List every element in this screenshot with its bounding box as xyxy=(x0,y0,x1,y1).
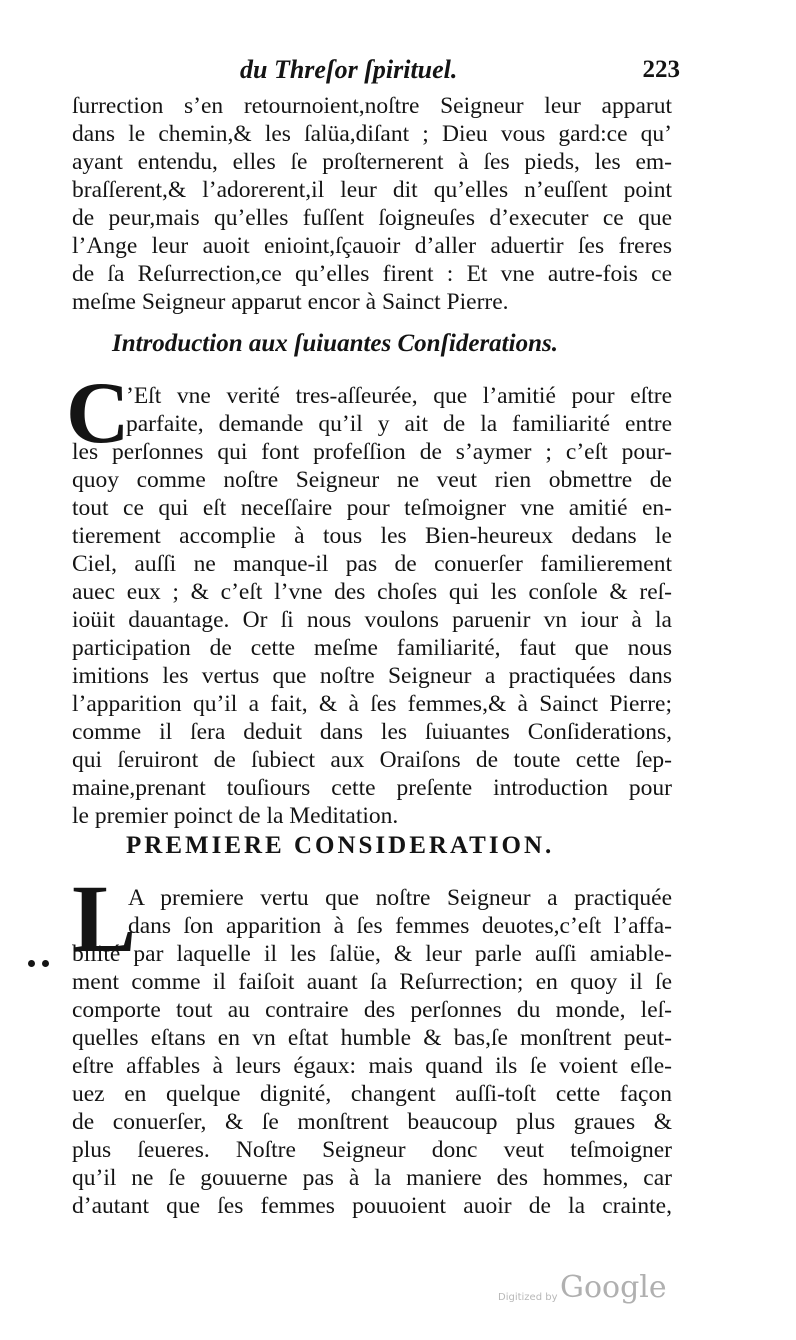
text-line: le premier poinct de la Meditation. xyxy=(72,803,399,829)
watermark-small-text: Digitized by xyxy=(498,1292,558,1303)
text-line: braſſerent,& l’adorerent,il leur dit qu’elles n’euſſent point xyxy=(72,177,672,203)
text-line: qu’il ne ſe gouuerne pas à la maniere des hommes, car xyxy=(72,1165,672,1191)
text-line: d’autant que ſes femmes pouuoient auoir de la crainte, xyxy=(72,1193,672,1219)
text-line: Ciel, auſſi ne manque-il pas de conuerſer familierement xyxy=(72,551,672,577)
consideration-heading: PREMIERE CONSIDERATION. xyxy=(126,832,555,859)
margin-dots-mark xyxy=(26,954,66,974)
text-line: les perſonnes qui font profeſſion de s’aymer ; c’eſt pour- xyxy=(72,439,672,465)
text-line: auec eux ; & c’eſt l’vne des choſes qui les conſole & reſ- xyxy=(72,579,672,605)
running-head xyxy=(240,52,680,88)
text-line: quelles eſtans en vn eſtat humble & bas,ſe monſtrent peut- xyxy=(72,1025,672,1051)
text-line: tierement accomplie à tous les Bien-heureux dedans le xyxy=(72,523,672,549)
text-line: meſme Seigneur apparut encor à Sainct Pierre. xyxy=(72,289,509,315)
text-line: plus ſeueres. Noſtre Seigneur donc veut teſmoigner xyxy=(72,1137,672,1163)
section-heading: Introduction aux ſuiuantes Conſiderations. xyxy=(112,330,558,357)
text-line: dans ſon apparition à ſes femmes deuotes,c’eſt l’affa- xyxy=(128,913,672,939)
running-title: du Threſor ſpirituel. xyxy=(240,55,458,84)
text-line: bilité par laquelle il les ſalüe, & leur parle auſſi amiable- xyxy=(72,941,672,967)
text-line: parfaite, demande qu’il y ait de la familiarité entre xyxy=(126,411,672,437)
text-line: quoy comme noſtre Seigneur ne veut rien obmettre de xyxy=(72,467,672,493)
text-line: ſurrection s’en retournoient,noſtre Seigneur leur apparut xyxy=(72,93,672,119)
text-line: de conuerſer, & ſe monſtrent beaucoup plus graues & xyxy=(72,1109,672,1135)
text-line: l’Ange leur auoit enioint,ſçauoir d’aller aduertir ſes freres xyxy=(72,233,672,259)
text-line: tout ce qui eſt neceſſaire pour teſmoigner vne amitié en- xyxy=(72,495,672,521)
text-line: ment comme il faiſoit auant ſa Reſurrection; en quoy il ſe xyxy=(72,969,672,995)
watermark-brand: Google xyxy=(560,1270,667,1305)
text-line: A premiere vertu que noſtre Seigneur a practiquée xyxy=(128,885,672,911)
text-line: qui ſeruiront de ſubiect aux Oraiſons de toute cette ſep- xyxy=(72,747,672,773)
text-line: uez en quelque dignité, changent auſſi-toſt cette façon xyxy=(72,1081,672,1107)
text-line: dans le chemin,& les ſalüa,diſant ; Dieu vous gard:ce qu’ xyxy=(72,121,672,147)
text-line: de ſa Reſurrection,ce qu’elles firent : Et vne autre-fois ce xyxy=(72,261,672,287)
drop-cap: L xyxy=(72,865,137,972)
text-line: imitions les vertus que noſtre Seigneur a practiquées dans xyxy=(72,663,672,689)
text-line: ioüit dauantage. Or ſi nous voulons paruenir vn iour à la xyxy=(72,607,672,633)
text-line: ’Eſt vne verité tres-aſſeurée, que l’amitié pour eſtre xyxy=(126,383,672,409)
digitized-by-google-watermark xyxy=(498,1270,668,1314)
text-line: comporte tout au contraire des perſonnes du monde, leſ- xyxy=(72,997,672,1023)
text-line: ayant entendu, elles ſe proſternerent à ſes pieds, les em- xyxy=(72,149,672,175)
text-line: eſtre affables à leurs égaux: mais quand ils ſe voient eſle- xyxy=(72,1053,672,1079)
text-line: maine,prenant touſiours cette preſente introduction pour xyxy=(72,775,672,801)
text-line: comme il ſera deduit dans les ſuiuantes Conſiderations, xyxy=(72,719,672,745)
text-line: de peur,mais qu’elles fuſſent ſoigneuſes d’executer ce que xyxy=(72,205,672,231)
text-line: participation de cette meſme familiarité, faut que nous xyxy=(72,635,672,661)
drop-cap: C xyxy=(66,365,130,462)
text-line: l’apparition qu’il a fait, & à ſes femmes,& à Sainct Pierre; xyxy=(72,691,672,717)
page-number: 223 xyxy=(642,56,680,83)
